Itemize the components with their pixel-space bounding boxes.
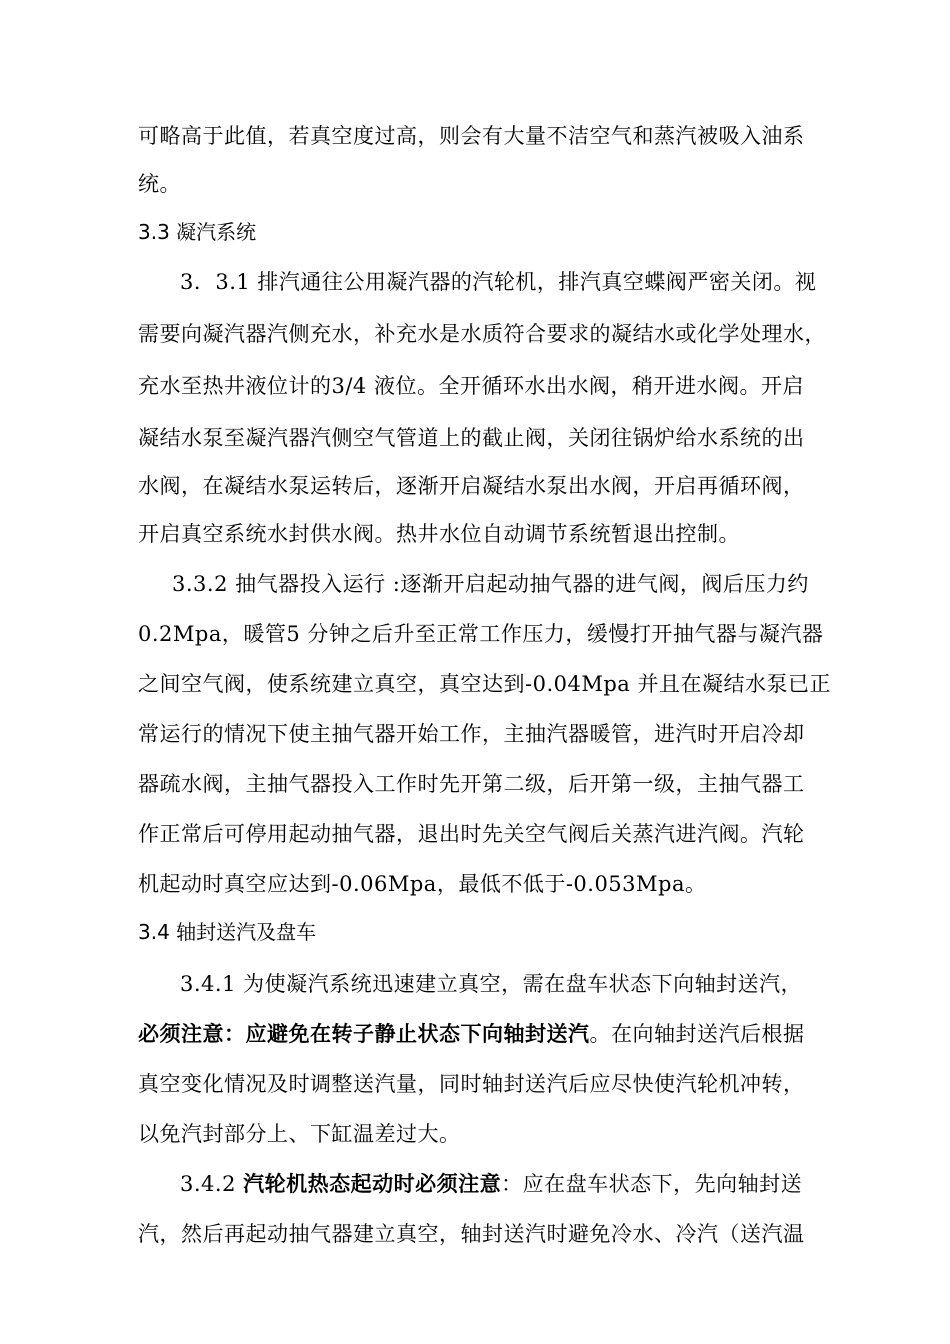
text-line: 以免汽封部分上、下缸温差过大。 <box>138 1122 461 1146</box>
bold-notice: 必须注意：应避免在转子静止状态下向轴封送汽 <box>138 1022 590 1046</box>
text-line: 开启真空系统水封供水阀。热井水位自动调节系统暂退出控制。 <box>138 522 740 546</box>
text-line: 可略高于此值，若真空度过高，则会有大量不洁空气和蒸汽被吸入油系 <box>138 124 805 148</box>
text-segment: 。在向轴封送汽后根据 <box>589 1022 805 1046</box>
paragraph-number: 3.4.2 <box>180 1172 244 1196</box>
text-segment: ：应在盘车状态下，先向轴封送 <box>501 1172 803 1196</box>
text-line: 0.2Mpa，暖管5 分钟之后升至正常工作压力，缓慢打开抽气器与凝汽器 <box>138 622 824 646</box>
text-line-mixed <box>138 1020 805 1048</box>
text-line: 器疏水阀，主抽气器投入工作时先开第二级，后开第一级，主抽气器工 <box>138 772 805 796</box>
text-line: 汽，然后再起动抽气器建立真空，轴封送汽时避免冷水、冷汽（送汽温 <box>138 1222 805 1246</box>
section-heading-3-3: 3.3 凝汽系统 <box>138 220 257 244</box>
bold-notice: 汽轮机热态起动时必须注意 <box>243 1172 502 1196</box>
text-line: 之间空气阀，使系统建立真空，真空达到-0.04Mpa 并且在凝结水泵已正 <box>138 672 831 696</box>
text-line: 水阀，在凝结水泵运转后，逐渐开启凝结水泵出水阀，开启再循环阀， <box>138 474 805 498</box>
text-line: 常运行的情况下使主抽气器开始工作，主抽汽器暖管，进汽时开启冷却 <box>138 722 805 746</box>
text-line: 3.3.2 抽气器投入运行 :逐渐开启起动抽气器的进气阀，阀后压力约 <box>172 572 809 596</box>
text-line: 充水至热井液位计的3/4 液位。全开循环水出水阀，稍开进水阀。开启 <box>138 374 804 398</box>
text-line: 凝结水泵至凝汽器汽侧空气管道上的截止阀，关闭往锅炉给水系统的出 <box>138 426 805 450</box>
text-line: 真空变化情况及时调整送汽量，同时轴封送汽后应尽快使汽轮机冲转， <box>138 1072 805 1096</box>
text-line: 3．3.1 排汽通往公用凝汽器的汽轮机，排汽真空蝶阀严密关闭。视 <box>180 270 817 294</box>
text-line-mixed <box>180 1170 802 1198</box>
text-line: 统。 <box>138 172 181 196</box>
text-line: 需要向凝汽器汽侧充水，补充水是水质符合要求的凝结水或化学处理水， <box>138 322 826 346</box>
text-line: 机起动时真空应达到-0.06Mpa，最低不低于-0.053Mpa。 <box>138 872 707 896</box>
text-line: 3.4.1 为使凝汽系统迅速建立真空，需在盘车状态下向轴封送汽， <box>180 972 803 996</box>
text-line: 作正常后可停用起动抽气器，退出时先关空气阀后关蒸汽进汽阀。汽轮 <box>138 822 805 846</box>
section-heading-3-4: 3.4 轴封送汽及盘车 <box>138 920 317 944</box>
